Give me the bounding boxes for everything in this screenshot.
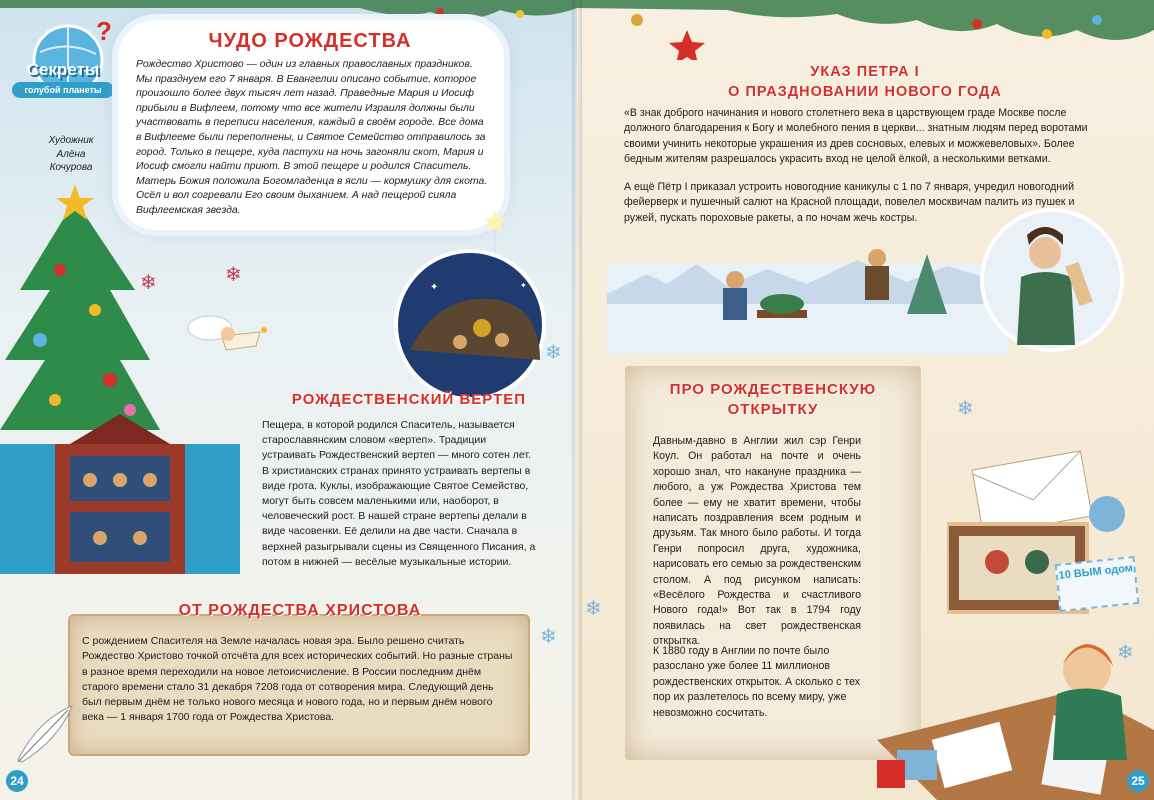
otkrytka-title-line2: ОТКРЫТКУ [727, 401, 819, 418]
svg-text:✦: ✦ [520, 281, 527, 290]
peter-the-great-portrait [977, 205, 1127, 355]
ukaz-quote: «В знак доброго начинания и нового столетнего века в царствующем граде Москве после должного благодарения к Богу и молебного пения в церкви... знатным людям перед воротами своими учинить некоторые украшения из древ сосновых, елевых и можжевеловых». Более бедным жителям разрешалось украсить вход не целой ёлкой, а несколькими ветками. [624, 107, 1088, 165]
page-number-right: 25 [1127, 770, 1149, 792]
artist-first-name: Алёна [56, 148, 86, 160]
vertep-puppet-theatre-illustration [0, 414, 245, 584]
stamp: 10 ВЫМ одом [1055, 556, 1140, 612]
ukaz-title-line1: УКАЗ ПЕТРА I [810, 64, 920, 80]
snowflake-icon: ❄ [540, 626, 557, 648]
otkrytka-text-2: К 1880 году в Англии по почте было разослано уже более 11 миллионов рождественских открыток. А сколько с тех пор их разлетелось по всему миру, уже невозможно сосчитать. [653, 645, 861, 719]
badge-subtitle: голубой планеты [12, 82, 114, 98]
ot-rozhdestva-text: С рождением Спасителя на Земле началась новая эра. Было решено считать Рождество Христово точкой отсчёта для всех исторических событий. Но разные страны в разное время переходили на новое летоисчисление. В России последним днём старого времени стало 31 декабря 7208 года от сотворения мира. Следующий день был первым днём не только нового месяца и нового года, но и первым днём нового века — 1 января 1700 года от Рождества Христова. [82, 635, 513, 724]
badge-title: Секреты [26, 60, 100, 79]
svg-text:✦: ✦ [430, 282, 439, 293]
otkrytka-text-1: Давным-давно в Англии жил сэр Генри Коул. Он работал на почте и очень хорошо знал, что накануне праздника — любого, а уж Рождества Христова тем более — ему не хватит времени, чтобы написать поздравления всем родным и друзьям. Так много было работы. И тогда Генри попросил друга, художника, нарисовать его семью за рождественским столом. А под рисунком написать: «Весёлого Рождества и счастливого Нового года!» Вот так в 1794 году появилась на свет рождественская открытка. [653, 435, 861, 648]
nativity-illustration [390, 210, 550, 400]
svg-text:?: ? [96, 16, 112, 46]
ukaz-title-line2: О ПРАЗДНОВАНИИ НОВОГО ГОДА [728, 84, 1002, 100]
angel-illustration [182, 306, 272, 366]
pine-branches-decoration [577, 0, 1154, 60]
snowflake-icon: ❄ [225, 264, 242, 286]
chudo-text: Рождество Христово — один из главных православных праздников. Мы празднуем его 7 января. В Евангелии описано событие, которое произошло более двух тысяч лет назад. Праведные Мария и Иосиф прибыли в Вифлеем, потому что все жители Израиля должны были участвовать в переписи населения, каждый в своём городе. Все дома в Вифлееме были переполнены, и Святое Семейство отправилось за город. Только в пещере, куда пастухи на ночь загоняли скот, Мария и Иосиф смогли найти приют. В этой пещере и родился Спаситель. Матерь Божия положила Богомладенца в ясли — кормушку для скота. Осёл и вол согревали Его своим дыханием. А над пещерой сияла Вифлеемская звезда. [136, 59, 488, 216]
quill-illustration [8, 700, 78, 770]
ot-rozhdestva-title: ОТ РОЖДЕСТВА ХРИСТОВА [178, 602, 422, 619]
ukaz-title [665, 62, 1065, 102]
boy-drawing-illustration [877, 610, 1154, 800]
snowflake-icon: ❄ [545, 342, 562, 364]
snowflake-icon: ❄ [957, 398, 974, 420]
book-spine [572, 0, 582, 800]
artist-last-name: Кочурова [49, 162, 93, 173]
vertep-title: РОЖДЕСТВЕНСКИЙ ВЕРТЕП [291, 391, 527, 408]
snowflake-icon: ❄ [140, 272, 157, 294]
winter-scene-illustration [607, 214, 1007, 354]
ukaz-text: А ещё Пётр I приказал устроить новогодние каникулы с 1 по 7 января, учредил новогодний фейерверк и пушечный салют на Красной площади, повелел москвичам палить из пушек и ружей, пускать пороховые ракеты, а по ночам жечь костры. [624, 181, 1075, 224]
series-badge [8, 10, 118, 120]
right-page [577, 0, 1154, 800]
christmas-tree-illustration [0, 180, 180, 440]
artist-label: Художник [48, 135, 94, 146]
chudo-title: ЧУДО РОЖДЕСТВА [208, 30, 412, 52]
otkrytka-title [629, 380, 917, 420]
page-number-left: 24 [6, 770, 28, 792]
vertep-text: Пещера, в которой родился Спаситель, называется старославянским словом «вертеп». Традиции устраивать Рождественский вертеп — много сотен лет. В христианских странах принято устраивать вертепы в виде грота. Куклы, изображающие Святое Семейство, могут быть совсем маленькими или, наоборот, в человеческий рост. В нашей стране вертепы делали в виде часовенки. Её делили на две части. Сначала в верхней разыгрывали сцены из Священного Писания, а потом в нижней — весёлые музыкальные истории. [262, 419, 536, 568]
snowflake-icon: ❄ [1117, 642, 1134, 664]
artist-credit [36, 134, 106, 175]
otkrytka-title-line1: ПРО РОЖДЕСТВЕНСКУЮ [669, 381, 877, 398]
snowflake-icon: ❄ [585, 598, 602, 620]
